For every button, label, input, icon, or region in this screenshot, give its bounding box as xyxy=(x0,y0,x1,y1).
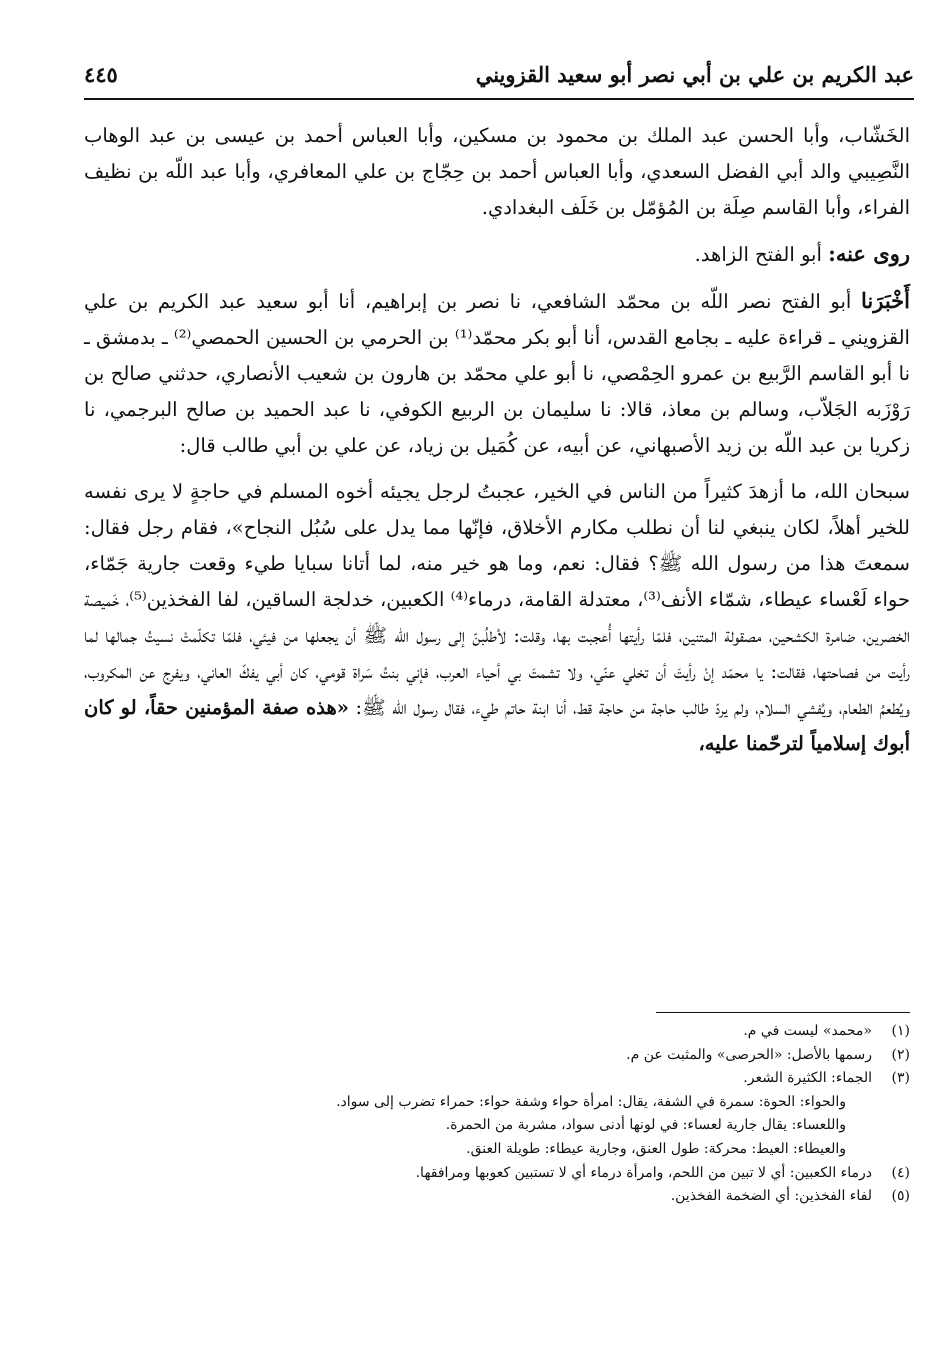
page-header xyxy=(84,58,914,100)
narrated-by-lead: روى عنه: xyxy=(828,241,910,266)
footnotes xyxy=(84,1020,910,1209)
footnote-text: درماء الكعبين: أي لا تبين من اللحم، وامرأة درماء أي لا تستبين كعوبها ومرافقها. xyxy=(415,1164,872,1181)
hadith-text: سبحان الله، ما أزهدَ كثيراً من الناس في الخير، عجبتُ لرجل يجيئه أخوه المسلم في حاجةٍ لا يرى نفسه للخير أهلاً، لكان ينبغي لنا أن نطلب مكارم الأخلاق، فإنّها مما يدل على سُبُل النجاح»، فقام رجل فقال: سمعتَ هذا من رسول الله ﷺ؟ فقال: نعم، وما هو خير منه، لما أتانا سبايا طيء وقعت جارية جَمّاء، حواء لَعْساء عيطاء، شمّاء الأنف⁽³⁾، معتدلة القامة، درماء⁽⁴⁾ الكعبين، خدلجة الساقين، لفا الفخذين⁽⁵⁾، خَميصة الخصرين، ضامرة الكشحين، مصقولة المتنين، فلمّا رأيتها أُعجبت بها، وقلت: لأطلُبنّ إلى رسول الله ﷺ أن يجعلها من فيئي، فلمّا تكلّمتْ نسيتُ جمالها لما رأيت من فصاحتها، فقالت: يا محمّد إنْ رأيتَ أن تخلي عنّي، ولا تشمتَ بي أحياء العرب، فإني بنتُ سَراة قومي، كان أبي يفكّ العاني، ويفرج عن المكروب، ويُطعمُ الطعام، ويُفشي السلام، ولم يردّ طالب حاجة من حاجة قط، أنا ابنة حاتم طيء، فقال رسول الله ﷺ: xyxy=(84,480,910,719)
footnote-number: (٥) xyxy=(891,1188,910,1205)
footnote-number: (٤) xyxy=(891,1164,910,1181)
paragraph-narrators xyxy=(84,236,910,273)
running-title: عبد الكريم بن علي بن أبي نصر أبو سعيد القزويني xyxy=(475,62,914,87)
hadith-quote: «هذه صفة المؤمنين حقاً، لو كان أبوك إسلامياً لترحّمنا عليه، xyxy=(84,696,910,755)
footnote-text: لفاء الفخذين: أي الضخمة الفخذين. xyxy=(670,1188,872,1205)
isnad-text: أبو الفتح نصر اللّه بن محمّد الشافعي، نا نصر بن إبراهيم، أنا أبو سعيد عبد الكريم بن علي القزويني ـ قراءة عليه ـ بجامع القدس، أنا أبو بكر محمّد⁽¹⁾ بن الحرمي بن الحسين الحمصي⁽²⁾ ـ بدمشق ـ نا أبو القاسم الرَّبيع بن عمرو الحِمْصي، نا أبو علي محمّد بن هارون بن شعيب الأنصاري، حدثني صالح بن رَوْزَبه الجَلاّب، وسالم بن معاذ، قالا: نا سليمان بن الربيع الكوفي، نا عبد الحميد بن صالح البرجمي، نا زكريا بن عبد اللّه بن زيد الأصبهاني، عن أبيه، عن كُمَيل بن زياد، عن علي بن أبي طالب قال: xyxy=(84,290,910,457)
footnote-3-lasaa: واللعساء: يقال جارية لعساء: في لونها أدنى سواد، مشربة من الحمرة. xyxy=(445,1117,846,1134)
narrated-by-text: أبو الفتح الزاهد. xyxy=(694,243,829,266)
main-text xyxy=(84,118,910,762)
paragraph-teachers: الخَشّاب، وأبا الحسن عبد الملك بن محمود بن مسكين، وأبا العباس أحمد بن عيسى بن عبد الوهاب النَّصِيبي والد أبي الفضل السعدي، وأبا العباس أحمد بن حِجّاج بن علي المعافري، وأبا عبد اللّه بن نظيف الفراء، وأبا القاسم صِلَة بن المُؤمّل بن خَلَف البغدادي. xyxy=(84,124,910,219)
paragraph-hadith xyxy=(84,474,910,762)
paragraph-isnad xyxy=(84,283,910,464)
footnote-number: (٢) xyxy=(891,1046,910,1063)
footnote-5 xyxy=(84,1185,910,1209)
footnote-number: (٣) xyxy=(891,1070,910,1087)
footnote-text: الجماء: الكثيرة الشعر. xyxy=(743,1070,872,1087)
footnote-divider xyxy=(656,1012,910,1013)
footnote-4 xyxy=(84,1162,910,1186)
footnote-text: «محمد» ليست في م. xyxy=(743,1023,872,1039)
footnote-1 xyxy=(84,1020,910,1044)
footnote-text: رسمها بالأصل: «الحرصى» والمثبت عن م. xyxy=(626,1046,872,1063)
akhbarana-lead: أَخْبَرَنا xyxy=(861,288,910,313)
footnote-3-aytaa: والعيطاء: العيط: محركة: طول العنق، وجارية عيطاء: طويلة العنق. xyxy=(466,1140,846,1157)
footnote-2 xyxy=(84,1044,910,1068)
footnote-3 xyxy=(84,1067,910,1091)
footnote-3-hawwa: والحواء: الحوة: سمرة في الشفة، يقال: امرأة حواء وشفة حواء: حمراء تضرب إلى سواد. xyxy=(336,1093,846,1110)
footnote-number: (١) xyxy=(891,1023,910,1039)
page-number: ٤٤٥ xyxy=(84,62,118,87)
